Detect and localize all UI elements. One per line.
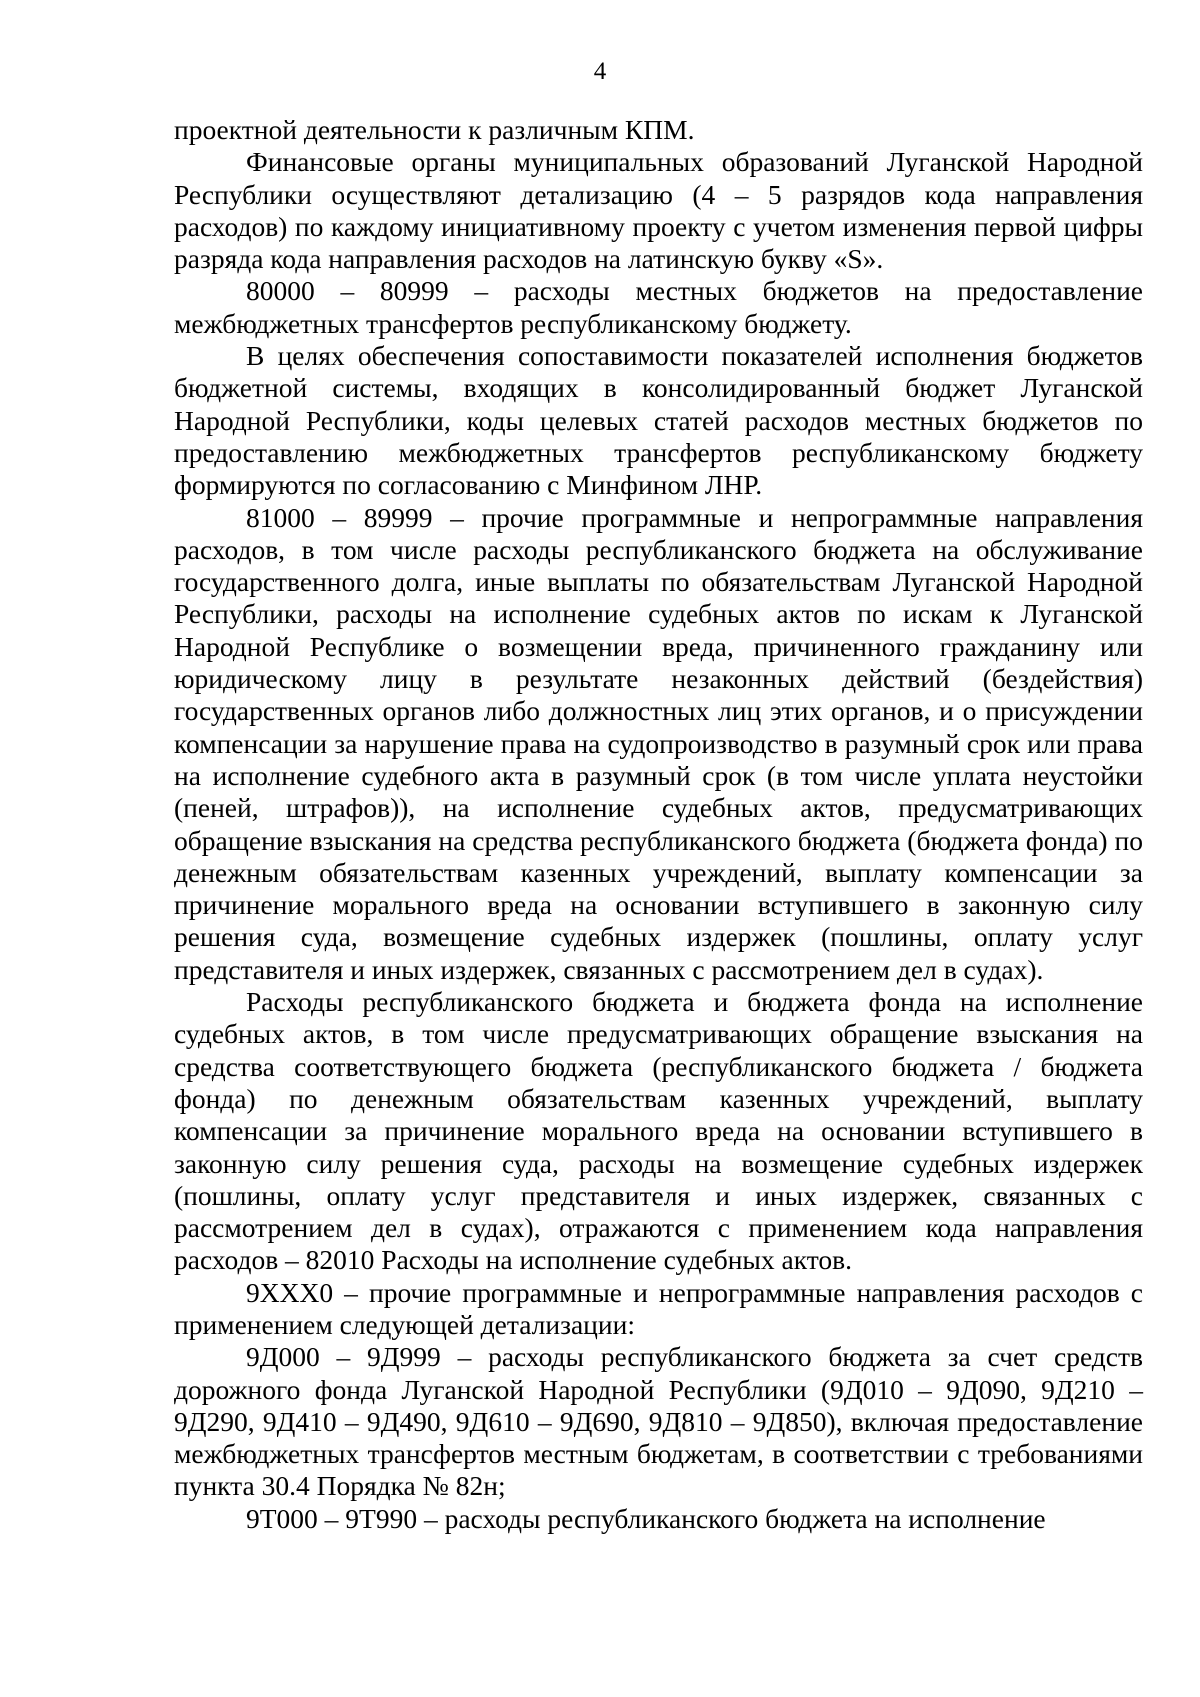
paragraph-9d000: 9Д000 – 9Д999 – расходы республиканского бюджета за счет средств дорожного фонда Луганской Народной Республики (9Д010 – 9Д090, 9Д210 – 9Д290, 9Д410 – 9Д490, 9Д610 – 9Д690, 9Д810 – 9Д850), включая предоставление межбюджетных трансфертов местным бюджетам, в соответствии с требованиями пункта 30.4 Порядка № 82н;: [174, 1341, 1143, 1502]
paragraph-80000: 80000 – 80999 – расходы местных бюджетов на предоставление межбюджетных трансфертов республиканскому бюджету.: [174, 275, 1143, 339]
paragraph-court-acts: Расходы республиканского бюджета и бюджета фонда на исполнение судебных актов, в том числе предусматривающих обращение взыскания на средства соответствующего бюджета (республиканского бюджета / бюджета фонда) по денежным обязательствам казенных учреждений, выплату компенсации за причинение морального вреда на основании вступившего в законную силу решения суда, расходы на возмещение судебных издержек (пошлины, оплату услуг представителя и иных издержек, связанных с рассмотрением дел в судах), отражаются с применением кода направления расходов – 82010 Расходы на исполнение судебных актов.: [174, 986, 1143, 1276]
document-body: [174, 114, 1143, 1535]
paragraph-financial-organs: Финансовые органы муниципальных образований Луганской Народной Республики осуществляют детализацию (4 – 5 разрядов кода направления расходов) по каждому инициативному проекту с учетом изменения первой цифры разряда кода направления расходов на латинскую букву «S».: [174, 146, 1143, 275]
paragraph-9t000: 9Т000 – 9Т990 – расходы республиканского бюджета на исполнение: [246, 1502, 1046, 1534]
paragraph-continuation: проектной деятельности к различным КПМ.: [174, 114, 695, 145]
paragraph-9xxx0: 9XXX0 – прочие программные и непрограммные направления расходов с применением следующей детализации:: [174, 1276, 1143, 1340]
paragraph-comparability: В целях обеспечения сопоставимости показателей исполнения бюджетов бюджетной системы, входящих в консолидированный бюджет Луганской Народной Республики, коды целевых статей расходов местных бюджетов по предоставлению межбюджетных трансфертов республиканскому бюджету формируются по согласованию с Минфином ЛНР.: [174, 340, 1143, 501]
paragraph-81000: 81000 – 89999 – прочие программные и непрограммные направления расходов, в том числе расходы республиканского бюджета на обслуживание государственного долга, иные выплаты по обязательствам Луганской Народной Республики, расходы на исполнение судебных актов по искам к Луганской Народной Республике о возмещении вреда, причиненного гражданину или юридическому лицу в результате незаконных действий (бездействия) государственных органов либо должностных лиц этих органов, и о присуждении компенсации за нарушение права на судопроизводство в разумный срок или права на исполнение судебного акта в разумный срок (в том числе уплата неустойки (пеней, штрафов)), на исполнение судебных актов, предусматривающих обращение взыскания на средства республиканского бюджета (бюджета фонда) по денежным обязательствам казенных учреждений, выплату компенсации за причинение морального вреда на основании вступившего в законную силу решения суда, возмещение судебных издержек (пошлины, оплату услуг представителя и иных издержек, связанных с рассмотрением дел в судах).: [174, 501, 1143, 985]
page-number: 4: [593, 58, 607, 85]
